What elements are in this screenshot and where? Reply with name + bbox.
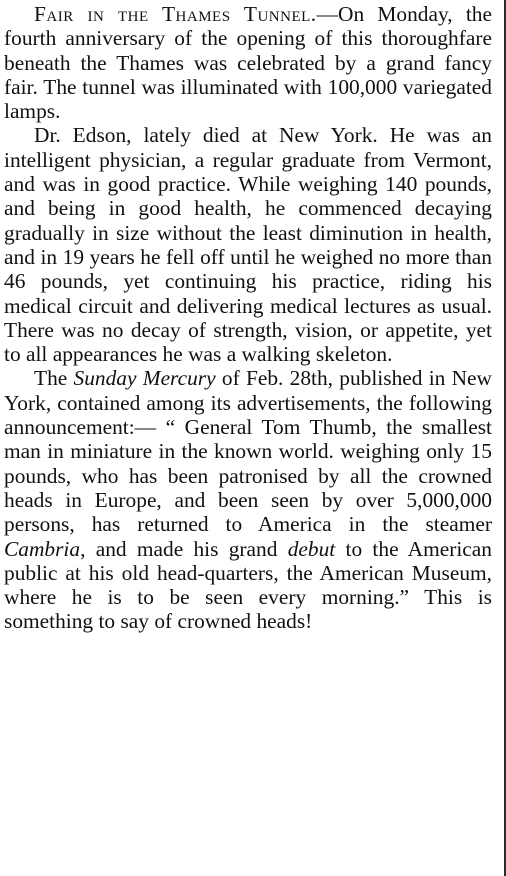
article-body: —On Monday, the fourth anniversary of the opening of this thoroughfare beneath the Thames was celebrated by a grand fancy fair. The tunnel was illuminated with 100,000 variegated lamps. (4, 2, 492, 124)
article-body: Dr. Edson, lately died at New York. He was an intelligent physician, a regular graduate from Vermont, and was in good practice. While weighing 140 pounds, and being in good health, he commenced decaying gradually in size without the least diminution in health, and in 19 years he fell off until he weighed no more than 46 pounds, yet continuing his practice, riding his medical circuit and delivering medical lectures as usual. There was no decay of strength, vision, or appetite, yet to all appearances he was a walking skeleton. (4, 123, 492, 367)
article-dr-edson (4, 123, 492, 366)
newspaper-column (4, 2, 492, 634)
article-text: , and made his grand (80, 536, 288, 561)
article-thames-tunnel (4, 2, 492, 123)
article-tom-thumb (4, 366, 492, 633)
debut-word: debut (287, 536, 336, 561)
article-text: The (34, 366, 74, 391)
article-heading: Fair in the Thames Tunnel. (34, 2, 317, 26)
article-text: of Feb. 28th, published in New York, contained among its advertisements, the following announcement:— “ General Tom Thumb, the smallest man in miniature in the known world. weighing only 15 pounds, who has been patronised by all the crowned heads in Europe, and been seen by over 5,000,000 persons, has returned to America in the steamer (4, 366, 492, 537)
article-text: to the American public at his old head-quarters, the American Museum, where he is to be seen every morning.” This is something to say of crowned heads! (4, 536, 492, 634)
steamer-name: Cambria (4, 536, 81, 561)
newspaper-name: Sunday Mercury (73, 366, 216, 391)
